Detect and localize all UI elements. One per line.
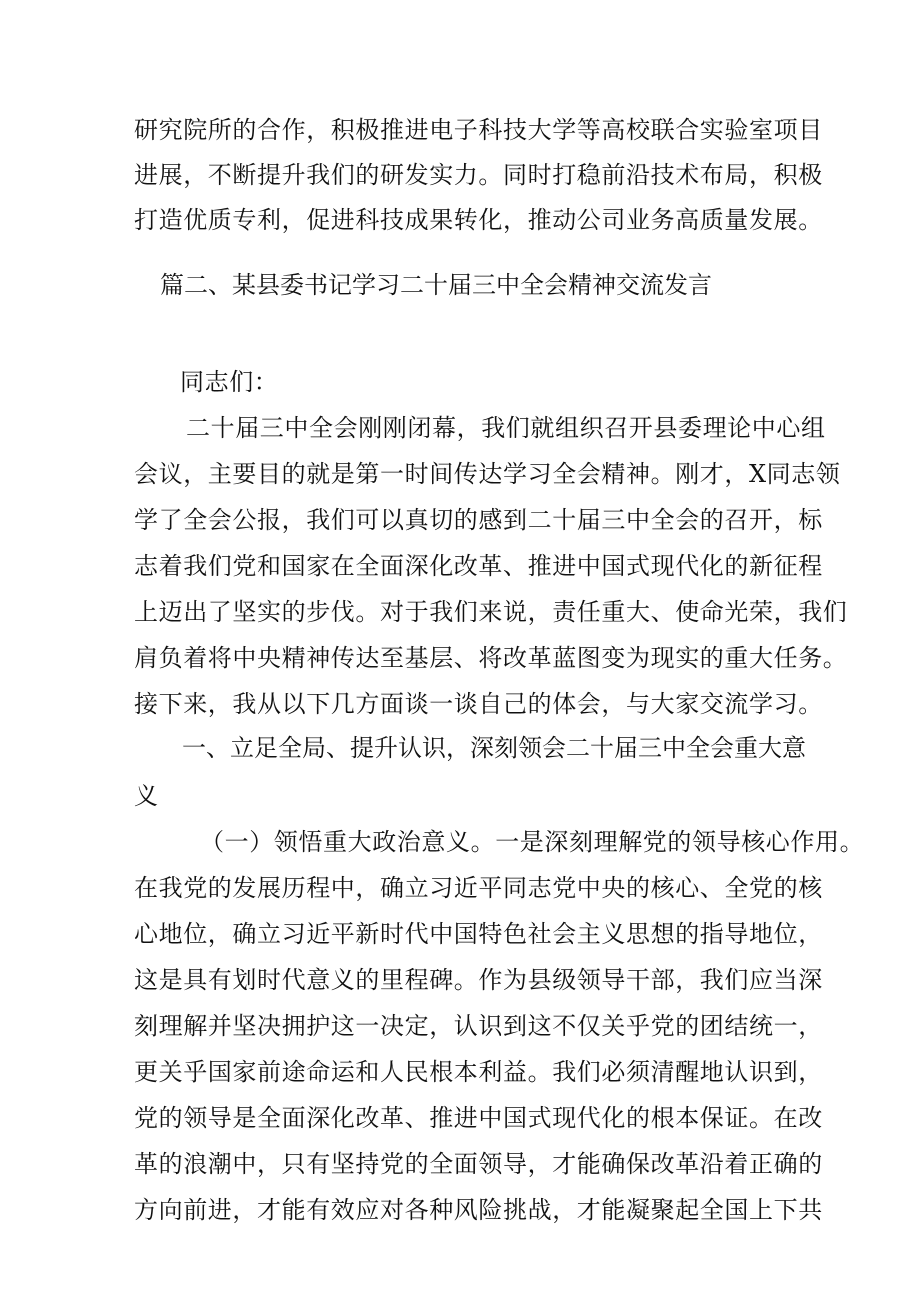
section-title: 篇二、某县委书记学习二十届三中全会精神交流发言 [160, 271, 712, 299]
paragraph1-line-5: 上迈出了坚实的步伐。对于我们来说，责任重大、使命光荣，我们 [134, 598, 848, 626]
intro-line-2: 进展，不断提升我们的研发实力。同时打稳前沿技术布局，积极 [134, 161, 823, 189]
heading1-line-2: 义 [134, 782, 158, 810]
paragraph2-line-7: 党的领导是全面深化改革、推进中国式现代化的根本保证。在改 [134, 1104, 823, 1132]
salutation: 同志们： [180, 368, 279, 396]
paragraph2-line-8: 革的浪潮中，只有坚持党的全面领导，才能确保改革沿着正确的 [134, 1150, 823, 1178]
intro-line-3: 打造优质专利，促进科技成果转化，推动公司业务高质量发展。 [134, 206, 823, 234]
heading1-line-1: 一、立足全局、提升认识，深刻领会二十届三中全会重大意 [182, 734, 806, 762]
paragraph2-line-3: 心地位，确立习近平新时代中国特色社会主义思想的指导地位， [134, 920, 823, 948]
paragraph2-line-6: 更关乎国家前途命运和人民根本利益。我们必须清醒地认识到， [134, 1058, 823, 1086]
paragraph1-line-3: 学了全会公报，我们可以真切的感到二十届三中全会的召开，标 [134, 506, 823, 534]
paragraph1-line-6: 肩负着将中央精神传达至基层、将改革蓝图变为现实的重大任务。 [134, 644, 848, 672]
paragraph1-line-2: 会议，主要目的就是第一时间传达学习全会精神。刚才，X同志领 [134, 460, 841, 488]
paragraph2-line-5: 刻理解并坚决拥护这一决定，认识到这不仅关乎党的团结统一， [134, 1012, 823, 1040]
intro-line-1: 研究院所的合作，积极推进电子科技大学等高校联合实验室项目 [134, 116, 823, 144]
paragraph1-line-1: 二十届三中全会刚刚闭幕，我们就组织召开县委理论中心组 [186, 414, 826, 442]
paragraph2-line-9: 方向前进，才能有效应对各种风险挑战，才能凝聚起全国上下共 [134, 1196, 823, 1224]
paragraph2-line-1: （一）领悟重大政治意义。一是深刻理解党的领导核心作用。 [200, 828, 865, 856]
paragraph2-line-4: 这是具有划时代意义的里程碑。作为县级领导干部，我们应当深 [134, 966, 823, 994]
paragraph2-line-2: 在我党的发展历程中，确立习近平同志党中央的核心、全党的核 [134, 874, 823, 902]
paragraph1-line-7: 接下来，我从以下几方面谈一谈自己的体会，与大家交流学习。 [134, 690, 823, 718]
paragraph1-line-4: 志着我们党和国家在全面深化改革、推进中国式现代化的新征程 [134, 552, 823, 580]
